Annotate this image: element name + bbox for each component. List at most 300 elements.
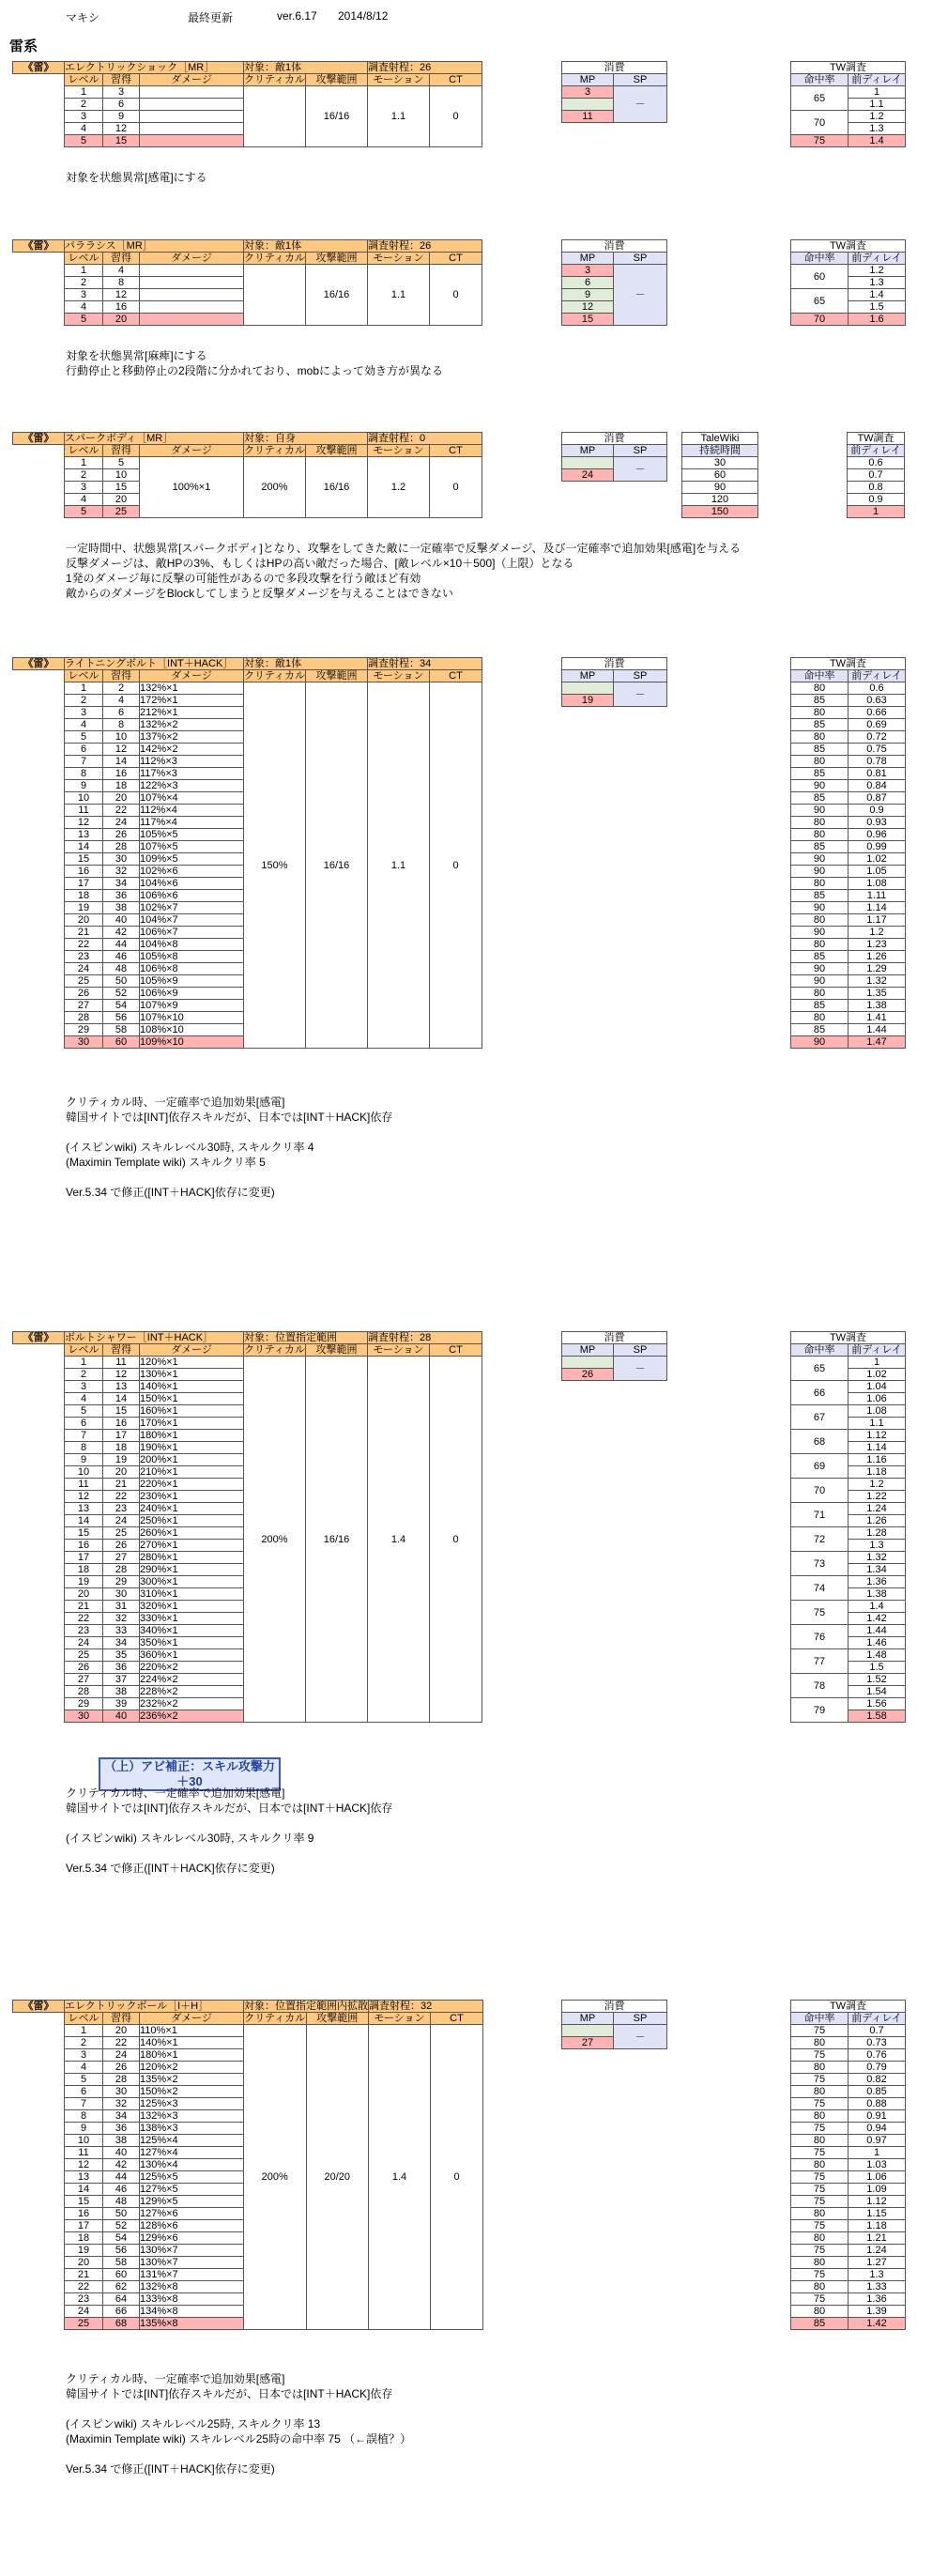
delay-cell: 1.46 <box>849 1637 906 1649</box>
header-sp: 習得 <box>103 445 140 457</box>
hit-cell: 75 <box>791 2123 849 2135</box>
spacer <box>13 2281 65 2293</box>
hit-cell: 75 <box>791 2074 849 2086</box>
hit-cell: 68 <box>791 1430 849 1454</box>
header-sp: 習得 <box>103 2013 140 2025</box>
level-cell: 25 <box>65 2318 103 2330</box>
hit-header: 命中率 <box>791 253 849 265</box>
damage-cell: 142%×2 <box>140 744 244 756</box>
delay-cell: 1.52 <box>849 1674 906 1686</box>
damage-cell: 125%×5 <box>140 2171 244 2184</box>
level-cell: 19 <box>65 1576 103 1588</box>
header-ct: CT <box>430 670 482 682</box>
crit-cell: 200% <box>244 2025 307 2330</box>
damage-cell: 240%×1 <box>140 1503 244 1515</box>
hit-cell: 80 <box>791 2159 849 2171</box>
spacer <box>13 902 65 914</box>
spacer <box>13 1454 65 1466</box>
skill-table <box>12 657 482 1049</box>
skill-note: (イスピンwiki) スキルレベル30時, スキルクリ率 9 <box>66 1832 314 1845</box>
hit-cell: 80 <box>791 2208 849 2220</box>
sp-cell: 28 <box>103 841 140 853</box>
level-cell: 3 <box>65 289 103 301</box>
skill-note: 韓国サイトでは[INT]依存スキルだが、日本では[INT＋HACK]依存 <box>66 2387 393 2400</box>
delay-cell: 1.38 <box>849 1588 906 1601</box>
mp-cell: 11 <box>562 111 614 123</box>
damage-cell <box>140 314 244 326</box>
header-dmg: ダメージ <box>140 670 244 682</box>
element-tag: 《雷》 <box>13 240 65 253</box>
delay-cell: 0.9 <box>848 494 905 506</box>
delay-cell: 1.16 <box>849 1454 906 1466</box>
level-cell: 2 <box>65 277 103 289</box>
delay-cell: 1.23 <box>849 939 906 951</box>
spacer <box>13 756 65 768</box>
sp-cell: 30 <box>103 1588 140 1601</box>
damage-cell: 210%×1 <box>140 1466 244 1479</box>
delay-cell: 1.05 <box>849 866 906 878</box>
sp-cell: 68 <box>103 2318 140 2330</box>
skill-note: 1発のダメージ毎に反撃の可能性があるので多段攻撃を行う敵ほど有効 <box>66 572 421 585</box>
sp-cell: 60 <box>103 1036 140 1049</box>
sp-cell: 2 <box>103 682 140 695</box>
sp-cell: 20 <box>103 2025 140 2037</box>
level-cell: 6 <box>65 744 103 756</box>
spacer <box>13 2074 65 2086</box>
mp-cell <box>562 2025 614 2037</box>
spacer <box>13 1418 65 1430</box>
mp-header: MP <box>562 445 614 457</box>
delay-cell: 1 <box>848 506 905 518</box>
header-lv: レベル <box>65 670 103 682</box>
hit-cell: 75 <box>791 2025 849 2037</box>
level-cell: 4 <box>65 494 103 506</box>
spacer <box>13 2013 65 2025</box>
sp-cell: 10 <box>103 469 140 482</box>
delay-cell: 0.81 <box>849 768 906 780</box>
hit-cell: 75 <box>791 2269 849 2281</box>
sp-cell: 64 <box>103 2293 140 2306</box>
header-lv: レベル <box>65 1344 103 1357</box>
sp-cell: 34 <box>103 1637 140 1649</box>
delay-cell: 1.03 <box>849 2159 906 2171</box>
level-cell: 1 <box>65 682 103 695</box>
cost-table <box>561 61 667 123</box>
spacer <box>13 1527 65 1540</box>
delay-cell: 1.26 <box>849 1515 906 1527</box>
hit-cell: 80 <box>791 939 849 951</box>
tw-table <box>790 1331 906 1723</box>
header-ct: CT <box>430 445 482 457</box>
level-cell: 4 <box>65 123 103 135</box>
delay-cell: 0.76 <box>849 2049 906 2062</box>
skill-name: パララシス［MR］ <box>65 240 244 253</box>
spacer <box>13 2245 65 2257</box>
sp-cell: 17 <box>103 1430 140 1442</box>
crit-cell <box>244 86 306 147</box>
level-cell: 1 <box>65 1357 103 1369</box>
hit-cell: 60 <box>791 265 849 289</box>
level-cell: 16 <box>65 1540 103 1552</box>
duration-cell: 30 <box>682 457 758 469</box>
cost-header: 消費 <box>562 1332 667 1344</box>
level-cell: 8 <box>65 768 103 780</box>
skill-range: 調査射程：26 <box>368 240 482 253</box>
damage-cell: 106%×9 <box>140 988 244 1000</box>
spacer <box>13 277 65 289</box>
hit-cell: 66 <box>791 1381 849 1405</box>
author-name: マキシ <box>66 11 99 24</box>
skill-note: 反撃ダメージは、敵HPの3%、もしくはHPの高い敵だった場合、[敵レベル×10＋500]（上限）となる <box>66 557 574 570</box>
spacer <box>13 707 65 719</box>
spacer <box>13 2123 65 2135</box>
hit-cell: 85 <box>791 1000 849 1012</box>
header-crit: クリティカル <box>244 2013 306 2024</box>
range-cell: 16/16 <box>306 86 368 147</box>
sp-cell: 19 <box>103 1454 140 1466</box>
damage-cell: 129%×5 <box>140 2196 244 2208</box>
skill-table <box>12 1331 482 1723</box>
cost-header: 消費 <box>562 2001 667 2013</box>
sp-cell: 26 <box>103 829 140 841</box>
delay-cell: 1.41 <box>849 1012 906 1024</box>
sp-cell: 30 <box>103 2086 140 2098</box>
delay-cell: 1.27 <box>849 2257 906 2269</box>
range-cell: 16/16 <box>306 265 368 326</box>
header-crit: クリティカル <box>244 670 305 682</box>
hit-cell: 75 <box>791 2049 849 2062</box>
sp-cell: 32 <box>103 2098 140 2110</box>
header-motion: モーション <box>368 1344 430 1357</box>
hit-cell: 75 <box>791 2196 849 2208</box>
section-title: 雷系 <box>9 38 38 54</box>
mp-header: MP <box>562 670 614 682</box>
spacer <box>13 1576 65 1588</box>
hit-cell: 90 <box>791 853 849 866</box>
skill-target: 対象：位置指定範囲内拡散 <box>244 2001 368 2012</box>
level-cell: 5 <box>65 135 103 147</box>
header-range: 攻撃範囲 <box>306 1344 368 1357</box>
skill-note: Ver.5.34 で修正([INT＋HACK]依存に変更) <box>66 1862 275 1875</box>
delay-header: 前ディレイ <box>849 1344 906 1357</box>
header-ct: CT <box>431 2013 483 2025</box>
damage-cell: 220%×2 <box>140 1662 244 1674</box>
level-cell: 15 <box>65 2196 103 2208</box>
mp-cell: 6 <box>562 277 614 289</box>
cost-table <box>561 239 667 326</box>
skill-note: クリティカル時、一定確率で追加効果[感電] <box>66 1786 285 1800</box>
skill-note: 敵からのダメージをBlockしてしまうと反撃ダメージを与えることはできない <box>66 587 453 600</box>
level-cell: 20 <box>65 2257 103 2269</box>
hit-cell: 75 <box>791 2171 849 2184</box>
header-dmg: ダメージ <box>140 1344 244 1357</box>
sp-cell: 13 <box>103 1381 140 1393</box>
sp-cell: 18 <box>103 780 140 792</box>
spacer <box>13 670 65 682</box>
cost-header: 消費 <box>562 240 667 253</box>
level-cell: 14 <box>65 1515 103 1527</box>
hit-cell: 80 <box>791 817 849 829</box>
mp-header: MP <box>562 253 614 265</box>
skill-name: ライトニングボルト［INT＋HACK］ <box>65 658 244 670</box>
crit-cell: 200% <box>244 457 306 518</box>
damage-cell: 130%×1 <box>140 1369 244 1381</box>
damage-cell: 108%×10 <box>140 1024 244 1036</box>
level-cell: 22 <box>65 939 103 951</box>
mp-cell <box>562 682 614 695</box>
hit-cell: 85 <box>791 841 849 853</box>
hit-cell: 80 <box>791 682 849 695</box>
damage-cell: 131%×7 <box>140 2269 244 2281</box>
damage-cell: 172%×1 <box>140 695 244 707</box>
hit-cell: 65 <box>791 1357 849 1381</box>
delay-cell: 0.96 <box>849 829 906 841</box>
spacer <box>13 494 65 506</box>
damage-cell: 212%×1 <box>140 707 244 719</box>
skill-target: 対象：敵1体 <box>244 62 368 74</box>
ct-cell: 0 <box>430 457 482 518</box>
sp-cell: 52 <box>103 988 140 1000</box>
header-dmg: ダメージ <box>140 2013 244 2025</box>
hit-cell: 85 <box>791 768 849 780</box>
delay-cell: 1.42 <box>849 2318 906 2330</box>
tw-header: TW調査 <box>791 658 906 670</box>
level-cell: 11 <box>65 1479 103 1491</box>
level-cell: 24 <box>65 2306 103 2318</box>
level-cell: 3 <box>65 482 103 494</box>
ct-cell: 0 <box>430 1357 482 1723</box>
header-motion: モーション <box>369 2013 431 2025</box>
delay-cell: 1.3 <box>849 123 906 135</box>
sp-cell: 39 <box>103 1698 140 1710</box>
hit-cell: 80 <box>791 878 849 890</box>
spacer <box>13 853 65 866</box>
damage-cell: 133%×8 <box>140 2293 244 2306</box>
level-cell: 15 <box>65 1527 103 1540</box>
level-cell: 10 <box>65 792 103 805</box>
damage-cell: 140%×1 <box>140 1381 244 1393</box>
mp-cell <box>562 457 614 469</box>
delay-cell: 1.2 <box>849 265 906 277</box>
damage-cell: 109%×5 <box>140 853 244 866</box>
level-cell: 2 <box>65 1369 103 1381</box>
spacer <box>13 914 65 927</box>
level-cell: 5 <box>65 314 103 326</box>
version-label: ver.6.17 <box>277 9 317 23</box>
hit-cell: 80 <box>791 731 849 744</box>
spacer <box>13 1588 65 1601</box>
level-cell: 13 <box>65 829 103 841</box>
sp-cell: 42 <box>103 927 140 939</box>
damage-cell: 107%×5 <box>140 841 244 853</box>
hit-cell: 90 <box>791 902 849 914</box>
skill-note: Ver.5.34 で修正([INT＋HACK]依存に変更) <box>66 2462 275 2476</box>
damage-cell: 120%×1 <box>140 1357 244 1369</box>
spacer <box>13 2098 65 2110</box>
damage-cell: 135%×8 <box>140 2318 244 2330</box>
hit-cell: 73 <box>791 1552 849 1576</box>
spacer <box>13 314 65 326</box>
hit-cell: 80 <box>791 829 849 841</box>
hit-cell: 85 <box>791 744 849 756</box>
header-range: 攻撃範囲 <box>306 253 368 265</box>
damage-cell: 220%×1 <box>140 1479 244 1491</box>
skill-range: 調査射程：26 <box>368 62 482 74</box>
damage-cell: 104%×8 <box>140 939 244 951</box>
spacer <box>13 2110 65 2123</box>
sp-cell: 37 <box>103 1674 140 1686</box>
delay-cell: 1 <box>849 86 906 99</box>
sp-cell: 15 <box>103 1405 140 1418</box>
delay-cell: 1.26 <box>849 951 906 963</box>
damage-cell: 122%×3 <box>140 780 244 792</box>
damage-cell: 100%×1 <box>140 457 244 518</box>
spacer <box>13 1649 65 1662</box>
hit-cell: 90 <box>791 1036 849 1049</box>
delay-cell: 1.54 <box>849 1686 906 1698</box>
spacer <box>13 878 65 890</box>
ct-cell: 0 <box>431 2025 483 2330</box>
damage-cell: 135%×2 <box>140 2074 244 2086</box>
mp-cell: 3 <box>562 86 614 99</box>
sp-cell: 10 <box>103 731 140 744</box>
sp-cell: 36 <box>103 1662 140 1674</box>
sp-cell: 46 <box>103 951 140 963</box>
sp-cell: 40 <box>103 1710 140 1723</box>
header-motion: モーション <box>368 445 430 457</box>
delay-header: 前ディレイ <box>849 253 906 265</box>
cost-table <box>561 657 667 707</box>
level-cell: 5 <box>65 506 103 518</box>
sp-cell: 12 <box>103 744 140 756</box>
spacer <box>13 2086 65 2098</box>
spacer <box>13 1710 65 1723</box>
damage-cell <box>140 123 244 135</box>
header-motion: モーション <box>368 253 430 265</box>
spacer <box>13 2037 65 2049</box>
delay-cell: 1.12 <box>849 2196 906 2208</box>
sp-header: SP <box>614 253 667 265</box>
damage-cell: 105%×8 <box>140 951 244 963</box>
delay-header: 前ディレイ <box>849 2013 906 2025</box>
cost-table <box>561 2000 667 2049</box>
sp-cell: 12 <box>103 123 140 135</box>
range-cell: 16/16 <box>306 682 368 1049</box>
skill-table <box>12 61 482 147</box>
element-tag: 《雷》 <box>13 1332 65 1344</box>
damage-cell: 104%×6 <box>140 878 244 890</box>
delay-cell: 1.08 <box>849 1405 906 1418</box>
spacer <box>13 469 65 482</box>
damage-cell: 170%×1 <box>140 1418 244 1430</box>
spacer <box>13 744 65 756</box>
header-dmg: ダメージ <box>140 253 244 265</box>
delay-cell: 1.24 <box>849 1503 906 1515</box>
damage-cell <box>140 301 244 314</box>
delay-cell: 1.14 <box>849 902 906 914</box>
delay-cell: 1.38 <box>849 1000 906 1012</box>
delay-cell: 1.4 <box>849 1601 906 1613</box>
level-cell: 7 <box>65 1430 103 1442</box>
header-range: 攻撃範囲 <box>306 445 368 457</box>
level-cell: 19 <box>65 2245 103 2257</box>
delay-cell: 1.18 <box>849 2220 906 2232</box>
mp-cell: 12 <box>562 301 614 314</box>
skill-target: 対象：自身 <box>244 433 368 445</box>
sp-cell: 3 <box>103 86 140 99</box>
header-sp: 習得 <box>103 74 140 86</box>
spacer <box>13 1552 65 1564</box>
spacer <box>13 1540 65 1552</box>
header-crit: クリティカル <box>244 445 305 456</box>
cost-table <box>561 432 667 482</box>
tw-header: TW調査 <box>791 1332 906 1344</box>
delay-cell: 0.7 <box>849 2025 906 2037</box>
spacer <box>13 2062 65 2074</box>
damage-cell: 180%×1 <box>140 2049 244 2062</box>
delay-cell: 1.28 <box>849 1527 906 1540</box>
level-cell: 17 <box>65 878 103 890</box>
level-cell: 16 <box>65 866 103 878</box>
level-cell: 4 <box>65 2062 103 2074</box>
hit-cell: 90 <box>791 927 849 939</box>
hit-cell: 71 <box>791 1503 849 1527</box>
spacer <box>13 1442 65 1454</box>
delay-cell: 0.85 <box>849 2086 906 2098</box>
skill-table <box>12 2000 483 2330</box>
spacer <box>13 123 65 135</box>
delay-cell: 1.42 <box>849 1613 906 1625</box>
skill-table <box>12 239 482 326</box>
spacer <box>13 1698 65 1710</box>
sp-cell: 40 <box>103 2147 140 2159</box>
skill-note: (イスピンwiki) スキルレベル30時, スキルクリ率 4 <box>66 1141 314 1154</box>
damage-cell: 112%×4 <box>140 805 244 817</box>
spacer <box>13 988 65 1000</box>
header-lv: レベル <box>65 2013 103 2025</box>
sp-cell: 54 <box>103 2232 140 2245</box>
level-cell: 1 <box>65 457 103 469</box>
sp-cost-cell: － <box>614 1357 667 1381</box>
hit-cell: 85 <box>791 890 849 902</box>
level-cell: 8 <box>65 1442 103 1454</box>
hit-cell: 80 <box>791 707 849 719</box>
level-cell: 14 <box>65 2184 103 2196</box>
crit-cell <box>244 265 306 326</box>
damage-cell: 132%×3 <box>140 2110 244 2123</box>
damage-cell: 130%×4 <box>140 2159 244 2171</box>
header-crit: クリティカル <box>244 253 305 264</box>
damage-cell: 125%×4 <box>140 2135 244 2147</box>
delay-cell: 1.2 <box>849 1479 906 1491</box>
sp-cell: 12 <box>103 1369 140 1381</box>
level-cell: 3 <box>65 111 103 123</box>
motion-cell: 1.1 <box>368 682 430 1049</box>
level-cell: 11 <box>65 2147 103 2159</box>
skill-note: 韓国サイトでは[INT]依存スキルだが、日本では[INT＋HACK]依存 <box>66 1111 393 1124</box>
level-cell: 2 <box>65 695 103 707</box>
duration-cell: 120 <box>682 494 758 506</box>
hit-cell: 67 <box>791 1405 849 1430</box>
level-cell: 29 <box>65 1698 103 1710</box>
hit-cell: 85 <box>791 951 849 963</box>
sp-header: SP <box>614 445 667 457</box>
hit-cell: 78 <box>791 1674 849 1698</box>
spacer <box>13 963 65 975</box>
spacer <box>13 1000 65 1012</box>
delay-cell: 1.17 <box>849 914 906 927</box>
spacer <box>13 506 65 518</box>
